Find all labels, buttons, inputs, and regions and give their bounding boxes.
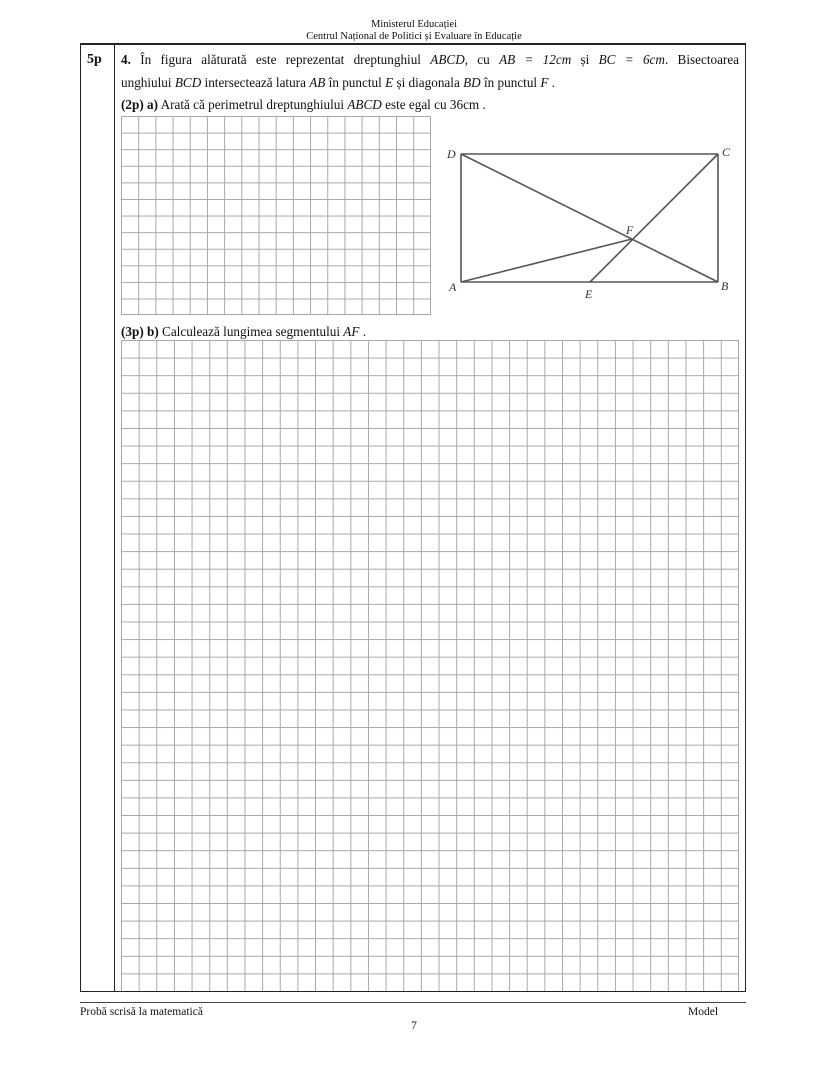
ab-length: AB = 12cm bbox=[499, 52, 572, 67]
problem-statement-line2 bbox=[121, 74, 555, 91]
header-center: Centrul Național de Politici și Evaluare în Educație bbox=[306, 31, 522, 42]
answer-grid-b[interactable] bbox=[121, 340, 739, 991]
text: În figura alăturată este reprezentat dreptunghiul bbox=[140, 52, 421, 67]
answer-grid-a[interactable] bbox=[121, 116, 431, 315]
part-a-label: (2p) a) bbox=[121, 97, 158, 112]
diag-name: BD bbox=[463, 75, 481, 90]
point-f: F bbox=[540, 75, 549, 90]
segment-af bbox=[461, 239, 632, 282]
text: și diagonala bbox=[396, 75, 460, 90]
footer-exam-name: Probă scrisă la matematică bbox=[80, 1006, 203, 1018]
footer-rule bbox=[80, 1002, 746, 1003]
rectangle-figure bbox=[440, 140, 740, 305]
footer-model: Model bbox=[688, 1006, 719, 1018]
angle-name: BCD bbox=[174, 75, 202, 90]
rect-name: ABCD bbox=[430, 52, 465, 67]
text: . bbox=[362, 324, 367, 339]
segment-name: AF bbox=[343, 324, 360, 339]
label-b: B bbox=[721, 279, 729, 293]
text: Arată că perimetrul dreptunghiului bbox=[160, 97, 345, 112]
rect-name: ABCD bbox=[347, 97, 382, 112]
part-b-statement bbox=[121, 323, 366, 340]
text: . bbox=[551, 75, 556, 90]
points-column-divider bbox=[114, 44, 115, 992]
label-e: E bbox=[585, 287, 593, 301]
points-badge: 5p bbox=[87, 52, 102, 67]
header-ministry: Ministerul Educației bbox=[370, 19, 458, 30]
text: este egal cu 36cm . bbox=[385, 97, 486, 112]
problem-statement-line1 bbox=[121, 51, 739, 68]
bc-length: BC = 6cm bbox=[598, 52, 665, 67]
label-c: C bbox=[722, 145, 731, 159]
text: Calculează lungimea segmentului bbox=[162, 324, 340, 339]
label-f: F bbox=[626, 223, 634, 237]
bisector-ce bbox=[590, 154, 718, 282]
diagonal-bd bbox=[461, 154, 718, 282]
frame-top-rule bbox=[80, 43, 746, 45]
side-name: AB bbox=[309, 75, 326, 90]
text: , cu bbox=[464, 52, 490, 67]
text: unghiului bbox=[121, 75, 172, 90]
label-d: D bbox=[447, 147, 456, 161]
part-b-label: (3p) b) bbox=[121, 324, 159, 339]
text: în punctul bbox=[328, 75, 382, 90]
text: în punctul bbox=[483, 75, 538, 90]
page-number: 7 bbox=[411, 1020, 417, 1032]
problem-number: 4. bbox=[121, 52, 131, 67]
text: intersectează latura bbox=[204, 75, 306, 90]
text: . Bisectoarea bbox=[664, 52, 740, 67]
point-e: E bbox=[385, 75, 394, 90]
text: și bbox=[580, 52, 590, 67]
label-a: A bbox=[449, 280, 457, 294]
part-a-statement bbox=[121, 96, 486, 113]
